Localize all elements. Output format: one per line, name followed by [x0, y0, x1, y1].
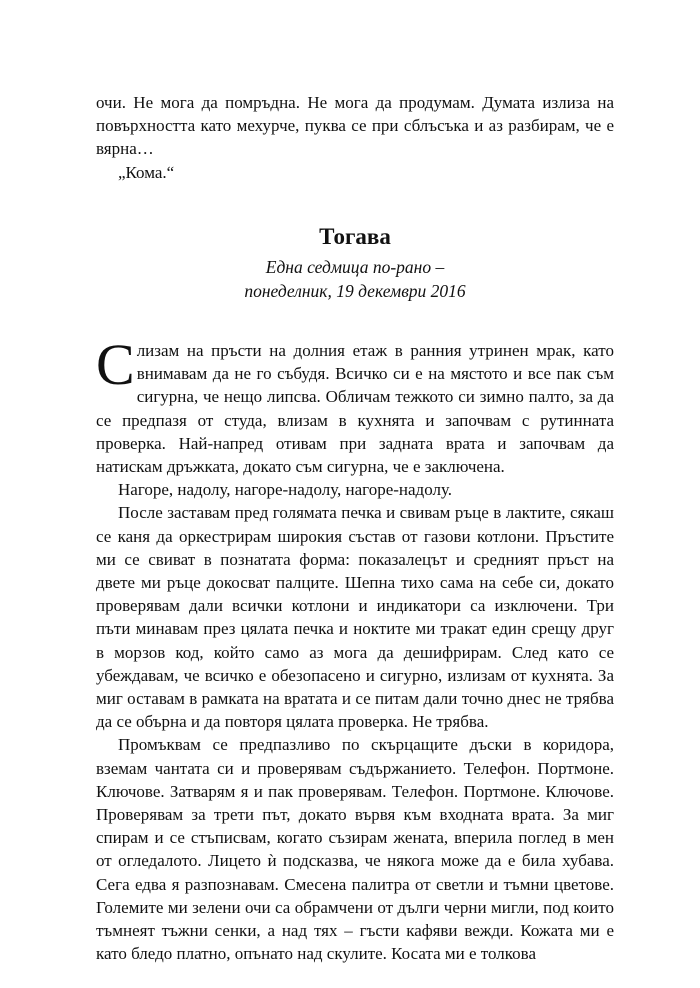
paragraph: [96, 332, 614, 478]
drop-cap: С: [96, 332, 135, 397]
chapter-subtitle: [96, 256, 614, 303]
subtitle-line: понеделник, 19 декември 2016: [244, 280, 466, 301]
paragraph: Промъквам се предпазливо по скърцащите дъски в коридора, вземам чантата си и проверявам съдържанието. Телефон. Портмоне. Ключове. Затварям я и пак проверявам. Телефон. Портмоне. Ключове. Проверявам за трети път, докато вървя към входната врата. За миг спирам и се стъписвам, когато съзирам жената, вперила поглед в мен от огледалото. Лицето ѝ подсказва, че някога може да е била хубава. Сега едва я разпознавам. Смесена палитра от светли и тъмни цветове. Големите ми зелени очи са обрамчени от дълги черни мигли, под които тъмнеят тъжни сенки, а над тях – гъсти кафяви вежди. Кожата ми е като бледо платно, опънато над скулите. Косата ми е толкова: [96, 735, 614, 964]
paragraph: очи. Не мога да помръдна. Не мога да продумам. Думата излиза на повърхността като мехурче, пуква се при сблъсъка и аз разбирам, че е вярна…: [96, 93, 614, 159]
chapter-body: [96, 332, 614, 965]
subtitle-line: Една седмица по-рано –: [265, 257, 445, 277]
previous-section-text: [96, 91, 614, 184]
paragraph-text: лизам на пръсти на долния етаж в ранния утринен мрак, като внимавам да не го събудя. Всичко си е на мястото и все пак съм сигурна, че нещо липсва. Обличам тежкото си зимно палто, за да се предпазя от студа, влизам в кухнята и започвам с рутинната проверка. Най-напред отивам при задната врата и започвам да натискам дръжката, докато съм сигурна, че е заключена.: [96, 341, 614, 477]
quoted-line: „Кома.“: [118, 162, 175, 182]
paragraph: Нагоре, надолу, нагоре-надолу, нагоре-надолу.: [118, 480, 453, 500]
paragraph: После заставам пред голямата печка и свивам ръце в лактите, сякаш се каня да оркестрирам широкия състав от газови котлони. Пръстите ми се свиват в познатата форма: показалецът и средният пръст на двете ми ръце докосват палците. Шепна тихо сама на себе си, докато проверявам дали всички котлони и индикатори са изключени. Три пъти минавам през цялата печка и ноктите ми тракат един срещу друг в морзов код, който само аз мога да дешифрирам. След като се убеждавам, че всичко е обезопасено и сигурно, излизам от кухнята. За миг оставам в рамката на вратата и се питам дали точно днес не трябва да се обърна и да повторя цялата проверка. Не трябва.: [96, 503, 614, 732]
chapter-title: Тогава: [319, 224, 391, 249]
